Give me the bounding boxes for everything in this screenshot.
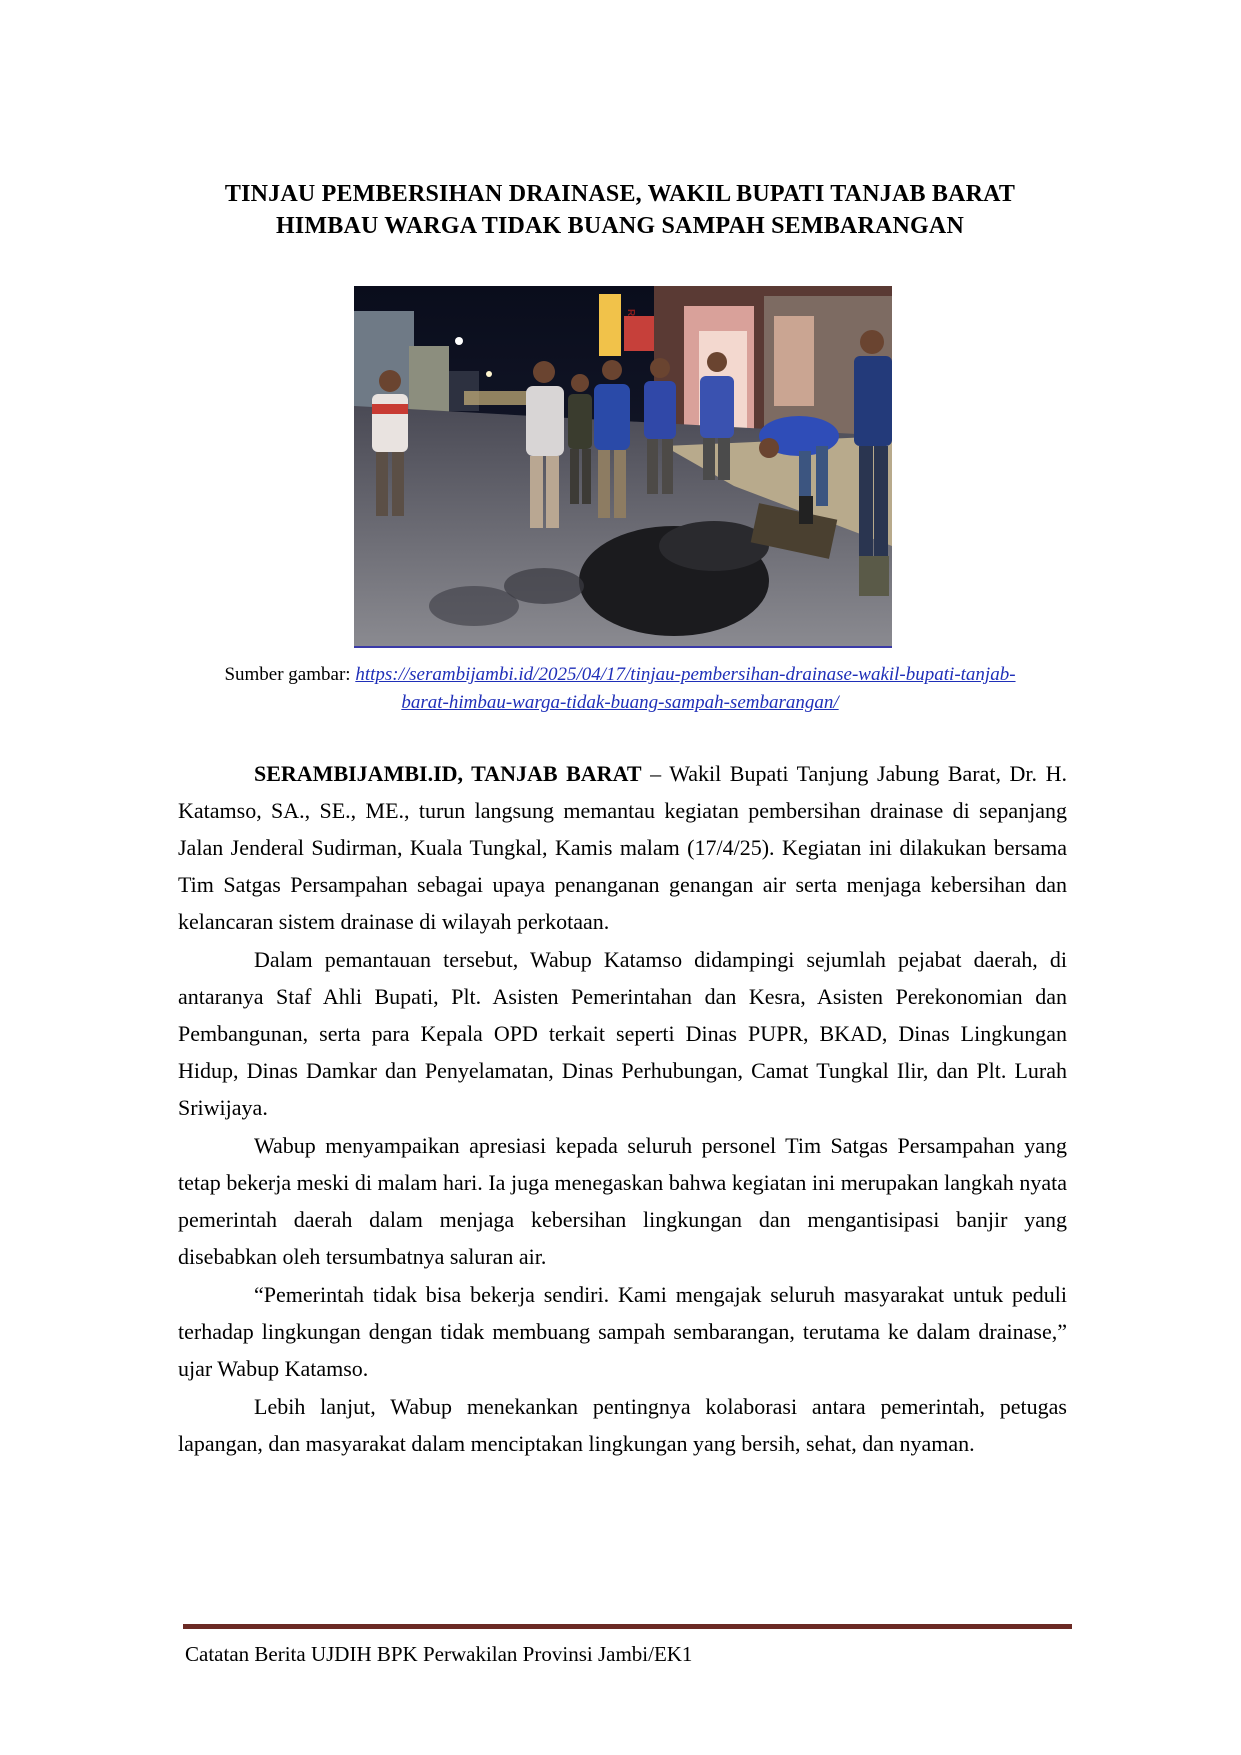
title-line-1: TINJAU PEMBERSIHAN DRAINASE, WAKIL BUPATI TANJAB BARAT: [224, 181, 1016, 207]
paragraph-1: [178, 755, 1067, 940]
paragraph-2: Dalam pemantauan tersebut, Wabup Katamso didampingi sejumlah pejabat daerah, di antaranya Staf Ahli Bupati, Plt. Asisten Pemerintahan dan Kesra, Asisten Perekonomian dan Pembangunan, serta para Kepala OPD terkait seperti Dinas PUPR, BKAD, Dinas Lingkungan Hidup, Dinas Damkar dan Penyelamatan, Dinas Perhubungan, Camat Tungkal Ilir, dan Plt. Lurah Sriwijaya.: [178, 947, 1067, 1120]
page-title: [160, 178, 1080, 242]
caption-label: Sumber gambar:: [224, 664, 356, 685]
footer-note: Catatan Berita UJDIH BPK Perwakilan Provinsi Jambi/EK1: [185, 1642, 693, 1666]
dateline: SERAMBIJAMBI.ID, TANJAB BARAT: [254, 761, 642, 786]
paragraph-1-text: – Wakil Bupati Tanjung Jabung Barat, Dr. H. Katamso, SA., SE., ME., turun langsung memantau kegiatan pembersihan drainase di sepanjang Jalan Jenderal Sudirman, Kuala Tungkal, Kamis malam (17/4/25). Kegiatan ini dilakukan bersama Tim Satgas Persampahan sebagai upaya penanganan genangan air serta menjaga kebersihan dan kelancaran sistem drainase di wilayah perkotaan.: [178, 761, 1067, 934]
worker-right-edge: [854, 330, 892, 596]
title-line-2: HIMBAU WARGA TIDAK BUANG SAMPAH SEMBARANGAN: [276, 213, 964, 239]
footer-divider: [183, 1624, 1072, 1629]
paragraph-4-quote: “Pemerintah tidak bisa bekerja sendiri. Kami mengajak seluruh masyarakat untuk peduli terhadap lingkungan dengan tidak membuang sampah sembarangan, terutama ke dalam drainase,” ujar Wabup Katamso.: [178, 1282, 1067, 1381]
news-photo-illustration: [354, 286, 892, 646]
source-link[interactable]: https://serambijambi.id/2025/04/17/tinjau-pembersihan-drainase-wakil-bupati-tanjab-: [355, 664, 1016, 685]
article-body: [178, 755, 1067, 1462]
paragraph-5: Lebih lanjut, Wabup menekankan pentingnya kolaborasi antara pemerintah, petugas lapangan, dan masyarakat dalam menciptakan lingkungan yang bersih, sehat, dan nyaman.: [178, 1394, 1067, 1456]
paragraph-3: Wabup menyampaikan apresiasi kepada seluruh personel Tim Satgas Persampahan yang tetap bekerja meski di malam hari. Ia juga menegaskan bahwa kegiatan ini merupakan langkah nyata pemerintah daerah dalam menjaga kebersihan lingkungan dan mengantisipasi banjir yang disebabkan oleh tersumbatnya saluran air.: [178, 1133, 1067, 1269]
news-photo: [354, 286, 892, 648]
source-link-continued[interactable]: barat-himbau-warga-tidak-buang-sampah-sembarangan/: [401, 692, 839, 713]
image-source-caption: [160, 661, 1080, 717]
